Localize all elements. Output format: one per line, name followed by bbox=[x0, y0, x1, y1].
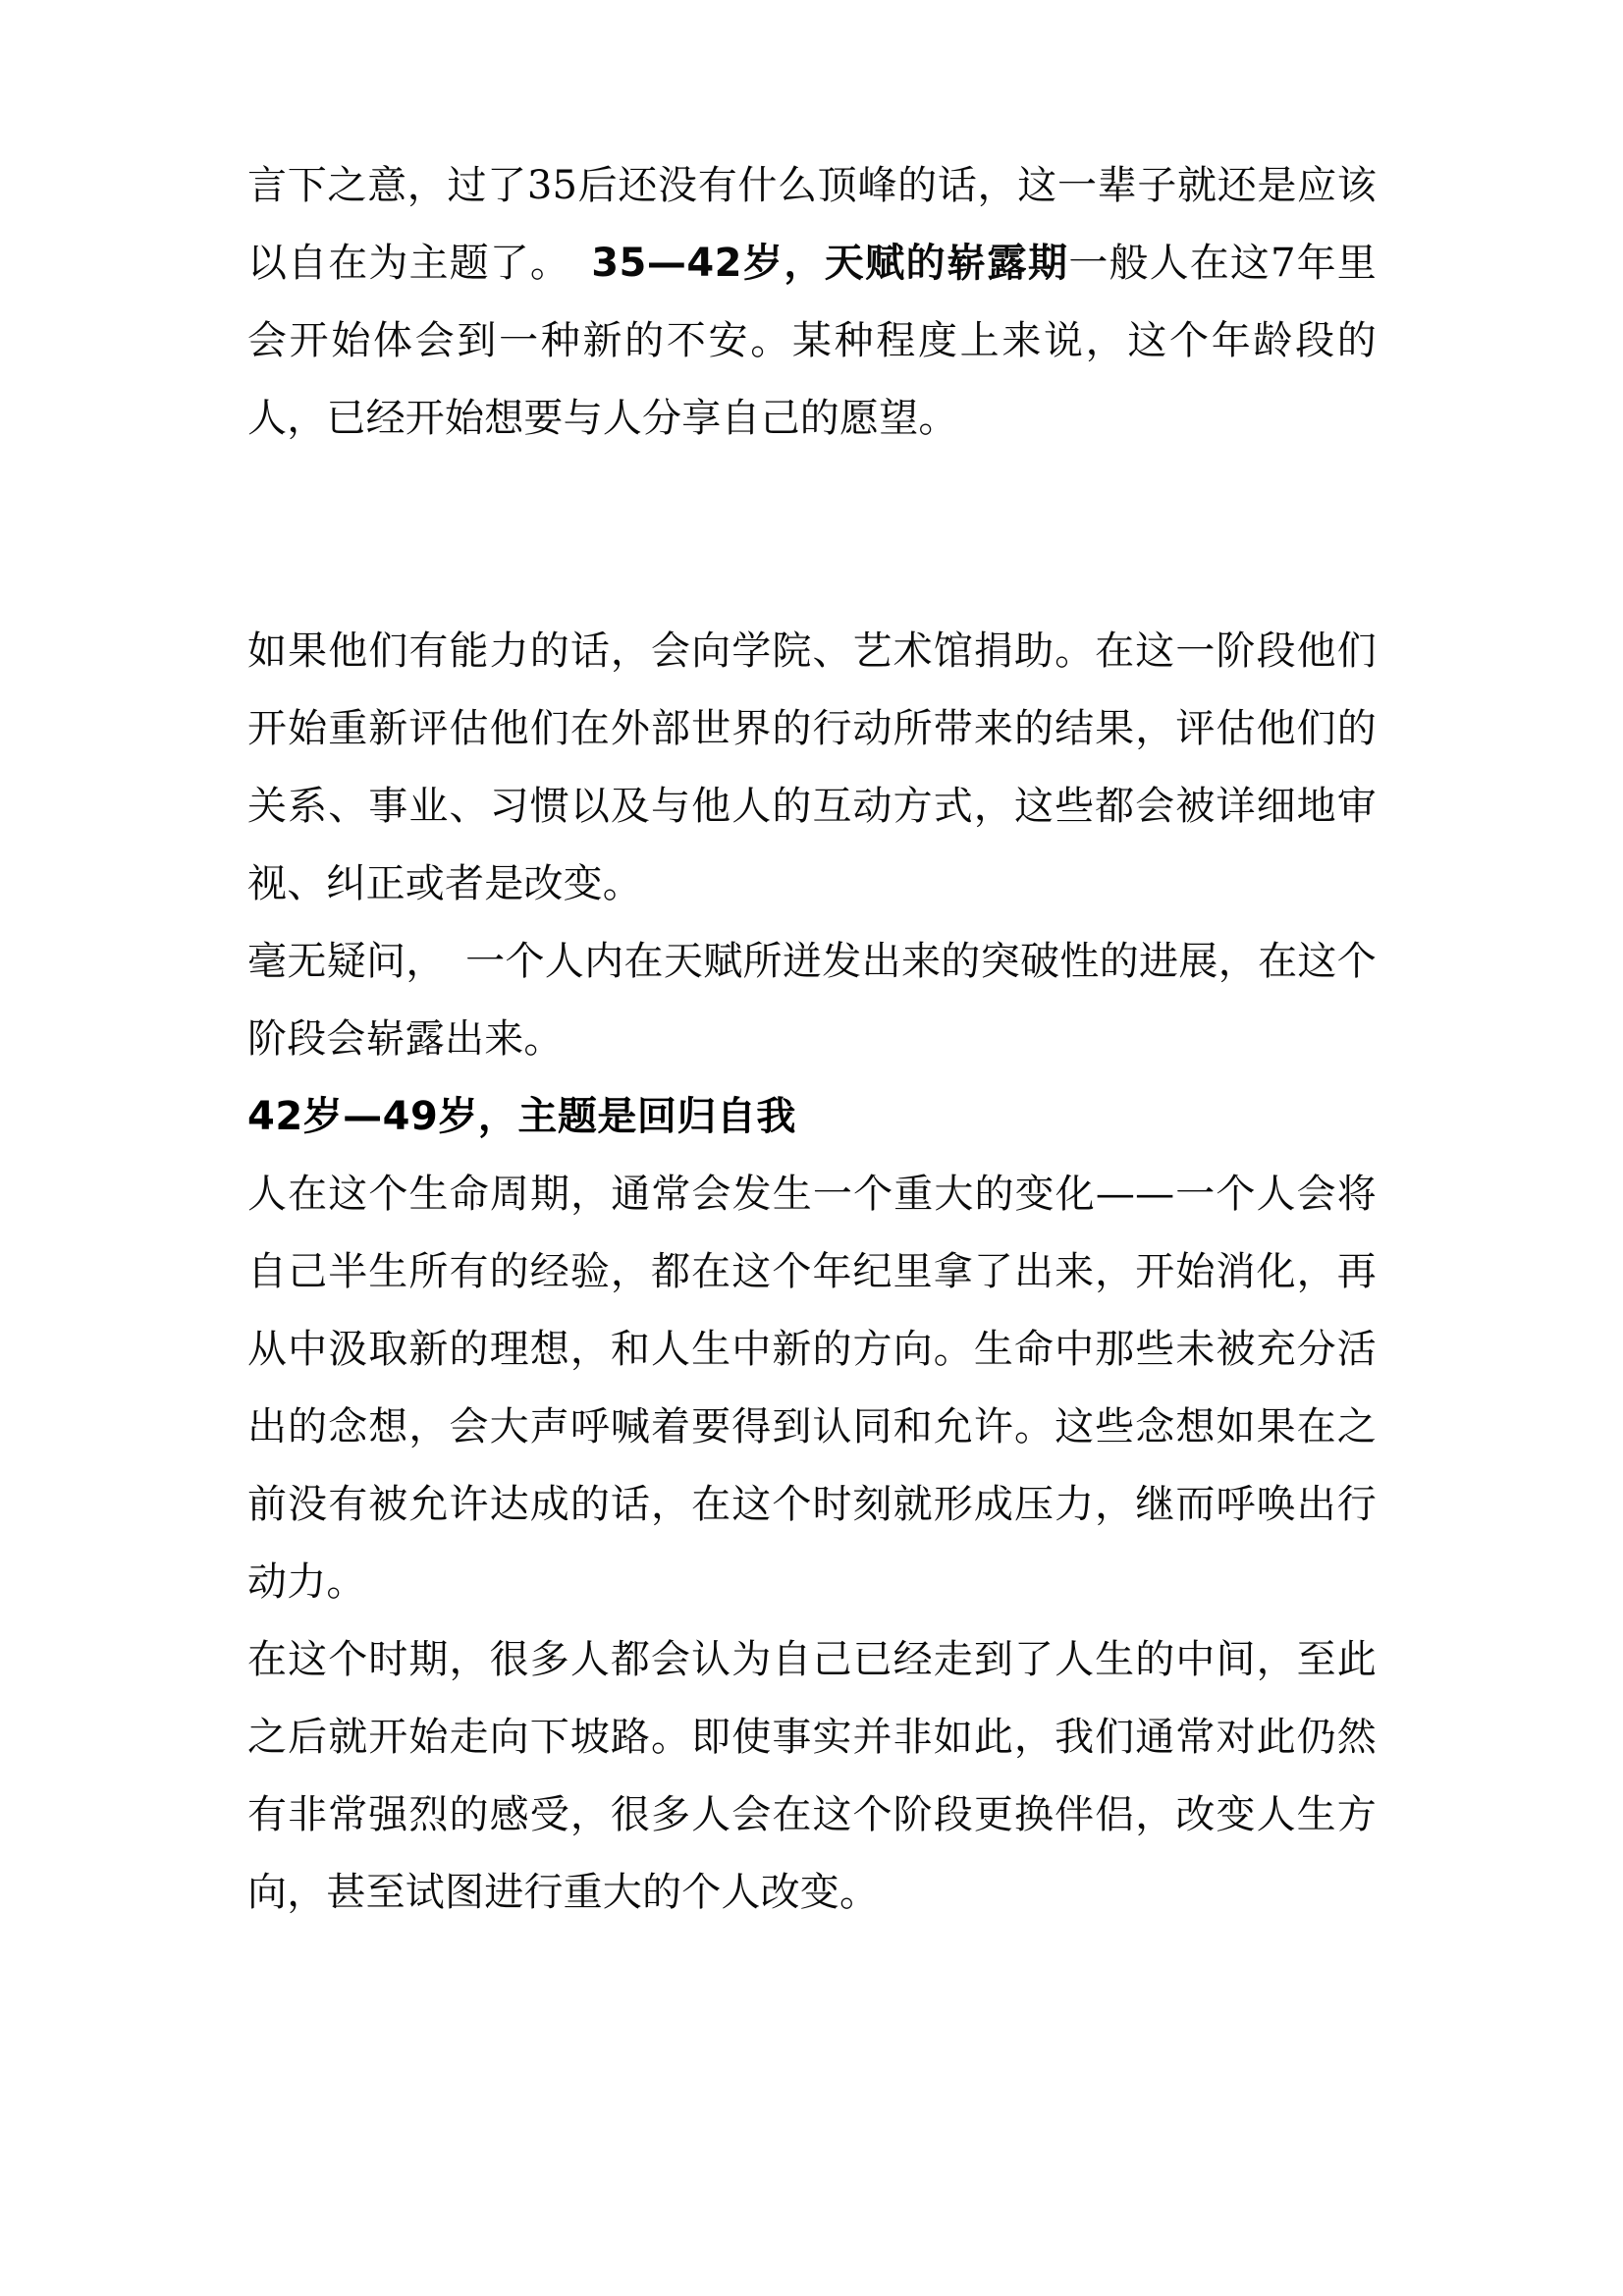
text-run-normal: 在这个时期，很多人都会认为自己已经走到了人生的中间，至此之后就开始走向下坡路。即使事实并非如此，我们通常对此仍然有非常强烈的感受，很多人会在这个阶段更换伴侣，改变人生方向，甚至试图进行重大的个人改变。 bbox=[247, 1637, 1377, 1915]
heading-text: 42岁—49岁，主题是回归自我 bbox=[247, 1094, 796, 1139]
paragraph-5 bbox=[247, 1621, 1377, 1932]
paragraph-4 bbox=[247, 1156, 1377, 1621]
paragraph-2 bbox=[247, 613, 1377, 923]
text-run-normal: 如果他们有能力的话，会向学院、艺术馆捐助。在这一阶段他们开始重新评估他们在外部世界的行动所带来的结果，评估他们的关系、事业、习惯以及与他人的互动方式，这些都会被详细地审视、纠正或者是改变。 bbox=[247, 629, 1377, 906]
section-heading bbox=[247, 1078, 1377, 1156]
paragraph-1 bbox=[247, 147, 1377, 458]
text-column bbox=[247, 147, 1377, 1932]
text-run-bold-emphasis: 35—42岁，天赋的崭露期 bbox=[591, 241, 1069, 286]
paragraph-3 bbox=[247, 923, 1377, 1078]
text-run-normal: 一般人在这7年里会开始体会到一种新的不安。某种程度上来说，这个年龄段的人，已经开始想要与人分享自己的愿望。 bbox=[247, 241, 1377, 441]
text-run-normal: 言下之意，过了35后还没有什么顶峰的话，这一辈子就还是应该以自在为主题了。 bbox=[247, 163, 1377, 286]
text-run-normal: 毫无疑问， 一个人内在天赋所迸发出来的突破性的进展，在这个阶段会崭露出来。 bbox=[247, 939, 1377, 1062]
text-run-normal: 人在这个生命周期，通常会发生一个重大的变化——一个人会将自己半生所有的经验，都在这个年纪里拿了出来，开始消化，再从中汲取新的理想，和人生中新的方向。生命中那些未被充分活出的念想，会大声呼喊着要得到认同和允许。这些念想如果在之前没有被允许达成的话，在这个时刻就形成压力，继而呼唤出行动力。 bbox=[247, 1172, 1377, 1605]
